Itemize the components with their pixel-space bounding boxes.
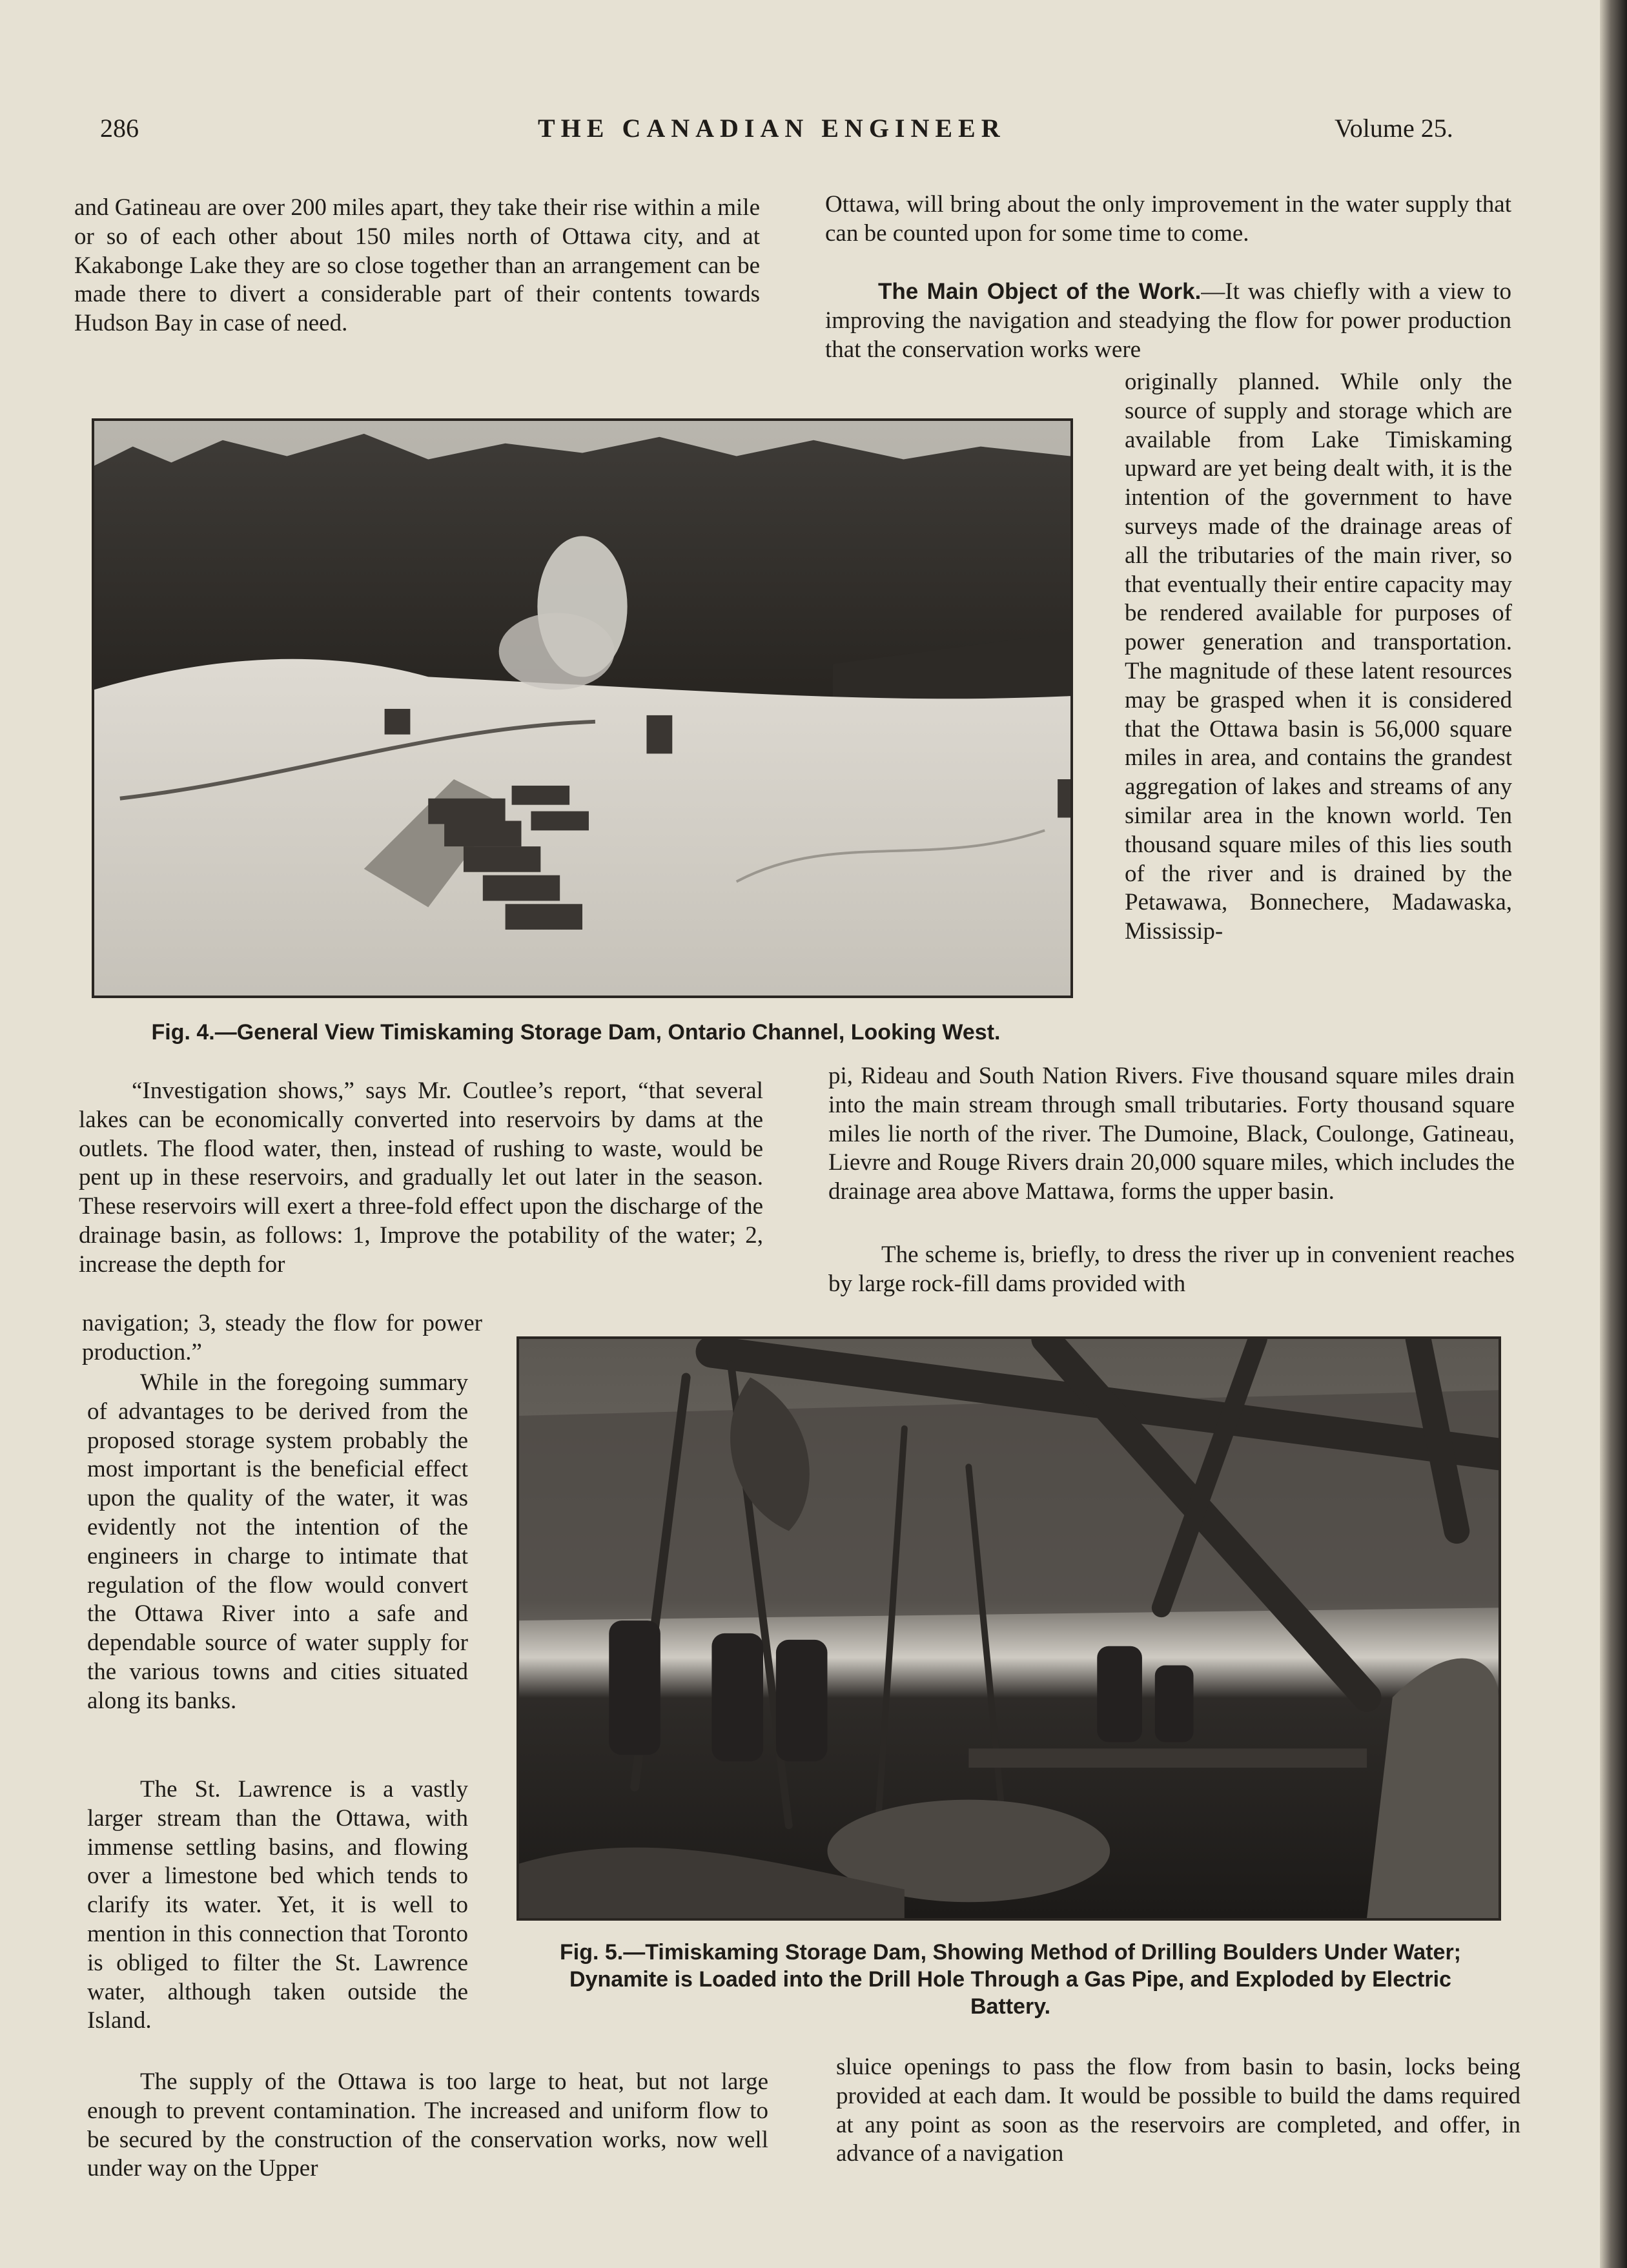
- run-in-heading: The Main Object of the Work.: [878, 279, 1202, 304]
- figure-4-caption: Fig. 4.—General View Timiskaming Storage Dam, Ontario Channel, Looking West.: [151, 1020, 1001, 1045]
- paragraph-gatineau: and Gatineau are over 200 miles apart, they take their rise within a mile or so of each other about 150 miles north of Ottawa city, and at Kakabonge Lake they are so close together than an arrangement can be made there to divert a considerable part of their contents towards Hudson Bay in case of need.: [74, 194, 760, 337]
- paragraph-investigation: “Investigation shows,” says Mr. Coutlee’s report, “that several lakes can be economically converted into reservoirs by dams at the outlets. The flood water, then, instead of rushing to waste, would be pent up in these reservoirs, and gradually let out later in the season. These reservoirs will exert a three-fold effect upon the discharge of the drainage basin, as follows: 1, Improve the potability of the water; 2, increase the depth for: [79, 1078, 763, 1278]
- drilling-boulders-photo: [519, 1339, 1499, 1918]
- journal-title: THE CANADIAN ENGINEER: [538, 114, 1006, 143]
- main-object-text: —It was chiefly with a view to improving the navigation and steadying the flow for power production that the conservation works were: [825, 278, 1511, 363]
- binding-gutter: [1600, 0, 1627, 2268]
- paragraph-st-lawrence: The St. Lawrence is a vastly larger stream than the Ottawa, with immense settling basins, and flowing over a limestone bed which tends to clarify its water. Yet, it is well to mention in this connection that Toronto is obliged to filter the St. Lawrence water, although taken outside the Island.: [87, 1776, 468, 2034]
- running-header: [0, 113, 1600, 152]
- paragraph-foregoing-summary: While in the foregoing summary of advantages to be derived from the proposed storage system probably the most important is the beneficial effect upon the quality of the water, it was evidently not the intention of the engineers in charge to intimate that regulation of the flow would convert the Ottawa River into a safe and dependable source of water supply for the various towns and cities situated along its banks.: [87, 1369, 468, 1714]
- figure-5-caption: Fig. 5.—Timiskaming Storage Dam, Showing Method of Drilling Boulders Under Water; Dynamite is Loaded into the Drill Hole Through a Gas Pipe, and Exploded by Electric Battery.: [559, 1940, 1461, 2019]
- paragraph-main-object: [825, 278, 1511, 364]
- page-number: 286: [100, 114, 139, 143]
- paragraph-ottawa-supply: Ottawa, will bring about the only improvement in the water supply that can be counted upon for some time to come.: [825, 191, 1511, 247]
- volume-label: Volume 25.: [1335, 114, 1453, 143]
- paragraph-ottawa-contamination: The supply of the Ottawa is too large to heat, but not large enough to prevent contamination. The increased and uniform flow to be secured by the construction of the conservation works, now well under way on the Upper: [87, 2069, 768, 2182]
- paragraph-main-object-continued: originally planned. While only the source of supply and storage which are available from Lake Timiskaming upward are yet being dealt with, it is the intention of the government to have surveys made of the drainage areas of all the tributaries of the main river, so that eventually their entire capacity may be rendered available for purposes of power generation and transportation. The magnitude of these latent resources may be grasped when it is considered that the Ottawa basin is 56,000 square miles in area, and contains the grandest aggregation of lakes and streams of any similar area in the known world. Ten thousand square miles of this lies south of the river and is drained by the Petawawa, Bonnechere, Madawaska, Mississip-: [1125, 369, 1512, 945]
- dam-site-winter-photo: [94, 421, 1070, 996]
- paragraph-sluice-openings: sluice openings to pass the flow from basin to basin, locks being provided at each dam. It would be possible to build the dams required at any point as soon as the reservoirs are completed, and offer, in advance of a navigation: [836, 2054, 1520, 2167]
- figure-4-photo: [92, 418, 1073, 998]
- paragraph-investigation-continued: navigation; 3, steady the flow for power production.”: [82, 1310, 482, 1365]
- paragraph-scheme: The scheme is, briefly, to dress the river up in convenient reaches by large rock-fill dams provided with: [828, 1241, 1515, 1297]
- figure-5-photo: [517, 1336, 1501, 1921]
- paragraph-basin-areas: pi, Rideau and South Nation Rivers. Five thousand square miles drain into the main stream through small tributaries. Forty thousand square miles lie north of the river. The Dumoine, Black, Coulonge, Gatineau, Lievre and Rouge Rivers drain 20,000 square miles, which includes the drainage area above Mattawa, forms the upper basin.: [828, 1063, 1515, 1205]
